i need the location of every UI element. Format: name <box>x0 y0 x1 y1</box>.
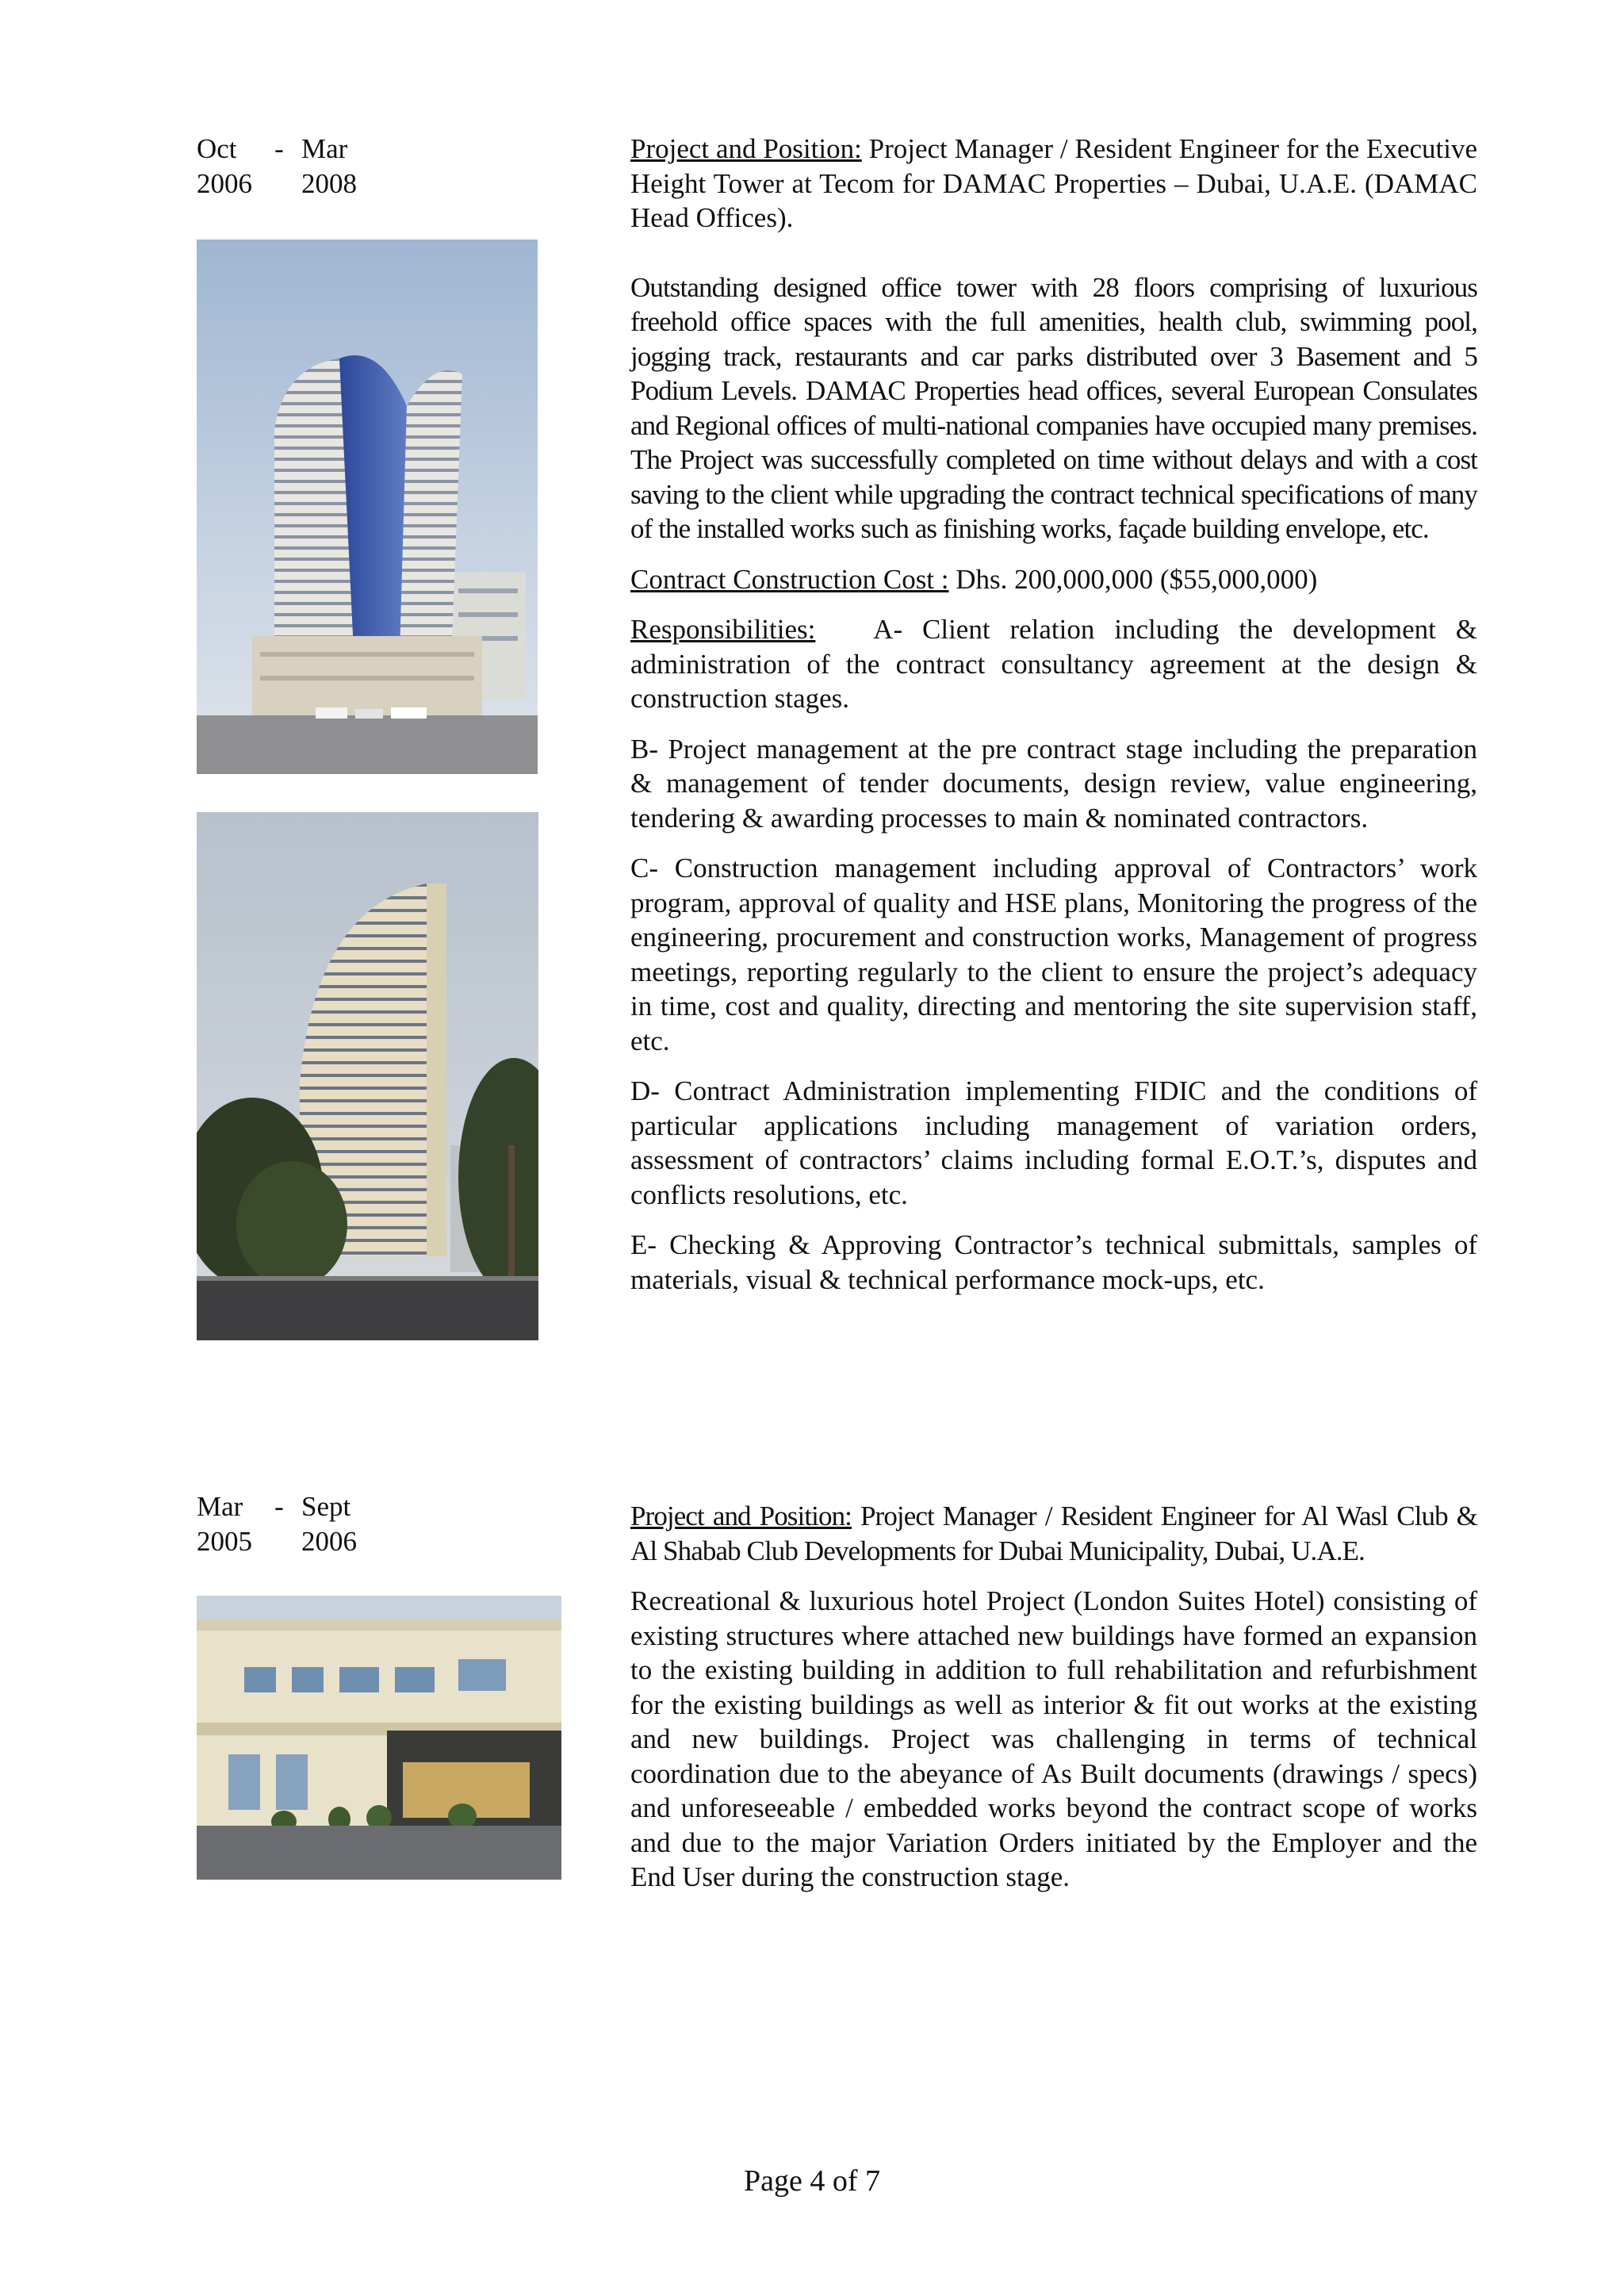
entry-1-heading-text: Project Manager / Resident Engineer for the Executive Height Tower at Tecom for DAMAC Properties – Dubai, U.A.E. (DAMAC Head Offices). <box>630 133 1477 233</box>
tower-photo-front <box>197 240 538 774</box>
entry-2-text <box>630 1499 1477 1911</box>
page-number: Page 4 of 7 <box>743 2164 881 2198</box>
entry-2-heading-text: Project Manager / Resident Engineer for Al Wasl Club & Al Shabab Club Developments for Dubai Municipality, Dubai, U.A.E. <box>630 1501 1477 1566</box>
entry-1-heading-label: Project and Position: <box>630 133 862 164</box>
entry-1-dates <box>197 132 357 201</box>
entry-1-responsibility-d: D- Contract Administration implementing FIDIC and the conditions of particular applications including management of variation orders, assessment of contractors’ claims including formal E.O.T.’s, disputes and conflicts resolutions, etc. <box>630 1075 1477 1210</box>
tower-photo-street <box>197 812 538 1340</box>
entry-2-from-year: 2005 <box>197 1526 252 1557</box>
entry-1-responsibility-a <box>630 612 1484 716</box>
entry-1-to-month: Mar <box>301 133 348 164</box>
entry-1-cost <box>630 562 1477 597</box>
entry-1-date-separator: - <box>274 133 284 164</box>
entry-2-date-separator: - <box>274 1491 284 1522</box>
entry-1-resp-a-text: A- Client relation including the development & administration of the contract consultancy agreement at the design & construction stages. <box>630 614 1484 714</box>
entry-1-text <box>630 132 1484 1313</box>
entry-2-heading <box>630 1499 1477 1568</box>
entry-1-responsibility-e: E- Checking & Approving Contractor’s technical submittals, samples of materials, visual & technical performance mock-ups, etc. <box>630 1229 1477 1295</box>
entry-1-from-year: 2006 <box>197 168 252 199</box>
entry-1-from-month: Oct <box>197 133 237 164</box>
entry-1-cost-value: Dhs. 200,000,000 ($55,000,000) <box>948 563 1318 595</box>
entry-2-from-month: Mar <box>197 1491 243 1522</box>
entry-1-cost-label: Contract Construction Cost : <box>630 563 949 595</box>
entry-1-heading <box>630 132 1477 236</box>
entry-1-responsibility-c: C- Construction management including approval of Contractors’ work program, approval of quality and HSE plans, Monitoring the progress of the engineering, procurement and construction works, Management of progress meetings, reporting regularly to the client to ensure the project’s adequacy in time, cost and quality, directing and mentoring the site supervision staff, etc. <box>630 853 1477 1056</box>
hotel-photo <box>197 1596 561 1880</box>
entry-2-dates <box>197 1489 357 1559</box>
entry-2-to-year: 2006 <box>301 1526 357 1557</box>
entry-1-responsibility-b: B- Project management at the pre contract stage including the preparation & management of tender documents, design review, value engineering, tendering & awarding processes to main & nominated contractors. <box>630 733 1477 834</box>
entry-2-heading-label: Project and Position: <box>630 1501 852 1531</box>
entry-2-to-month: Sept <box>301 1491 351 1522</box>
entry-1-responsibilities-label: Responsibilities: <box>630 614 816 645</box>
entry-1-description: Outstanding designed office tower with 28 floors comprising of luxurious freehold office spaces with the full amenities, health club, swimming pool, jogging track, restaurants and car parks distributed over 3 Basement and 5 Podium Levels. DAMAC Properties head offices, several European Consulates and Regional offices of multi-national companies have occupied many premises. The Project was successfully completed on time without delays and with a cost saving to the client while upgrading the contract technical specifications of many of the installed works such as finishing works, façade building envelope, etc. <box>630 271 1477 544</box>
entry-2-description: Recreational & luxurious hotel Project (London Suites Hotel) consisting of existing structures where attached new buildings have formed an expansion to the existing building in addition to full rehabilitation and refurbishment for the existing buildings as well as interior & fit out works at the existing and new buildings. Project was challenging in terms of technical coordination due to the abeyance of As Built documents (drawings / specs) and unforeseeable / embedded works beyond the contract scope of works and due to the major Variation Orders initiated by the Employer and the End User during the construction stage. <box>630 1585 1477 1892</box>
entry-1-to-year: 2008 <box>301 168 357 199</box>
